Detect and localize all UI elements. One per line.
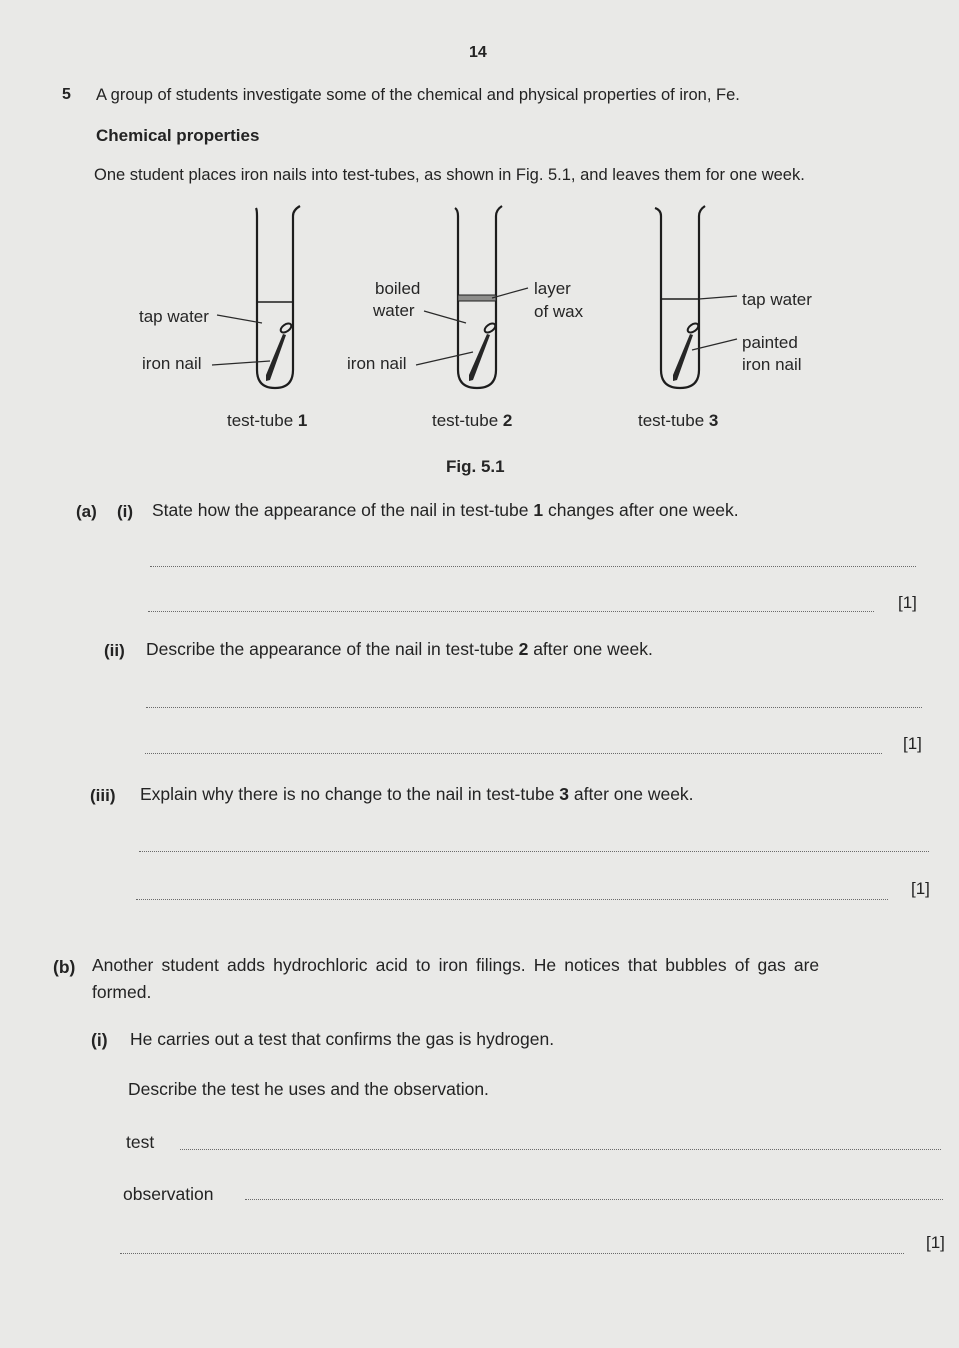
answer-line[interactable]	[120, 1253, 904, 1254]
figure-5-1	[0, 195, 959, 485]
caption-text: test-tube	[432, 411, 503, 430]
label-of-wax: of wax	[534, 302, 584, 321]
observation-answer-line[interactable]	[245, 1199, 943, 1200]
test-answer-line[interactable]	[180, 1149, 941, 1150]
label-iron-nail-1: iron nail	[142, 354, 202, 373]
wax-layer	[458, 295, 496, 301]
leader-line	[424, 311, 466, 323]
page-number: 14	[469, 44, 487, 61]
caption-test-tube-1	[227, 411, 307, 430]
mark-allocation: [1]	[903, 734, 922, 753]
leader-line	[416, 352, 473, 365]
part-b-i-instruction: Describe the test he uses and the observation.	[128, 1079, 489, 1099]
part-b-text-line1: Another student adds hydrochloric acid to iron filings. He notices that bubbles of gas are	[92, 955, 820, 975]
mark-allocation: [1]	[926, 1233, 945, 1252]
mark-allocation: [1]	[898, 593, 917, 612]
test-label: test	[126, 1132, 155, 1152]
question-text: Describe the appearance of the nail in test-tube	[146, 639, 519, 659]
part-b-text-line2: formed.	[92, 982, 152, 1002]
label-tap-water-1: tap water	[139, 307, 209, 326]
part-a-i-question	[152, 502, 739, 520]
iron-nail-1-icon	[266, 322, 293, 381]
leader-line	[492, 288, 528, 298]
part-a-iii-number: (iii)	[90, 786, 116, 805]
question-text: Explain why there is no change to the nail in test-tube	[140, 784, 560, 804]
part-a-ii-number: (ii)	[104, 641, 125, 660]
answer-line[interactable]	[150, 566, 916, 567]
leader-line	[217, 315, 262, 323]
answer-line[interactable]	[148, 611, 874, 612]
tube-number: 1	[533, 500, 544, 520]
label-painted: painted	[742, 333, 798, 352]
tube-number: 3	[559, 784, 570, 804]
answer-line[interactable]	[146, 707, 922, 708]
question-text: after one week.	[569, 784, 694, 804]
question-intro: A group of students investigate some of the chemical and physical properties of iron, Fe.	[96, 86, 740, 104]
answer-line[interactable]	[139, 851, 929, 852]
setup-text: One student places iron nails into test-tubes, as shown in Fig. 5.1, and leaves them for one week.	[94, 166, 805, 184]
leader-line	[699, 296, 737, 299]
caption-text: test-tube	[227, 411, 298, 430]
label-tap-water-3: tap water	[742, 290, 812, 309]
caption-number: 2	[502, 411, 513, 430]
label-boiled: boiled	[375, 279, 421, 298]
question-text: changes after one week.	[543, 500, 739, 520]
label-iron-nail-3: iron nail	[742, 355, 802, 374]
caption-number: 1	[297, 411, 308, 430]
part-b-i-question: He carries out a test that confirms the gas is hydrogen.	[130, 1029, 555, 1049]
part-a-iii-question	[140, 786, 694, 804]
part-b-i-number: (i)	[91, 1030, 108, 1050]
caption-test-tube-3	[638, 411, 718, 430]
answer-line[interactable]	[145, 753, 882, 754]
part-a-ii-question	[146, 641, 653, 659]
part-a-i-number: (i)	[117, 502, 134, 521]
caption-text: test-tube	[638, 411, 709, 430]
figure-caption: Fig. 5.1	[446, 457, 505, 476]
part-b-letter: (b)	[53, 957, 76, 977]
mark-allocation: [1]	[911, 879, 930, 898]
caption-test-tube-2	[432, 411, 512, 430]
section-heading: Chemical properties	[96, 126, 260, 145]
label-iron-nail-2: iron nail	[347, 354, 407, 373]
question-text: after one week.	[528, 639, 653, 659]
leader-line	[212, 361, 270, 365]
question-text: State how the appearance of the nail in test-tube	[152, 500, 534, 520]
question-number: 5	[62, 86, 71, 103]
answer-line[interactable]	[136, 899, 888, 900]
label-layer: layer	[534, 279, 571, 298]
painted-iron-nail-icon	[673, 322, 700, 381]
label-water: water	[373, 301, 415, 320]
tube-number: 2	[518, 639, 529, 659]
part-a-letter: (a)	[76, 502, 97, 521]
observation-label: observation	[123, 1184, 214, 1204]
caption-number: 3	[708, 411, 719, 430]
test-tube-1	[256, 206, 300, 388]
iron-nail-2-icon	[469, 322, 497, 381]
